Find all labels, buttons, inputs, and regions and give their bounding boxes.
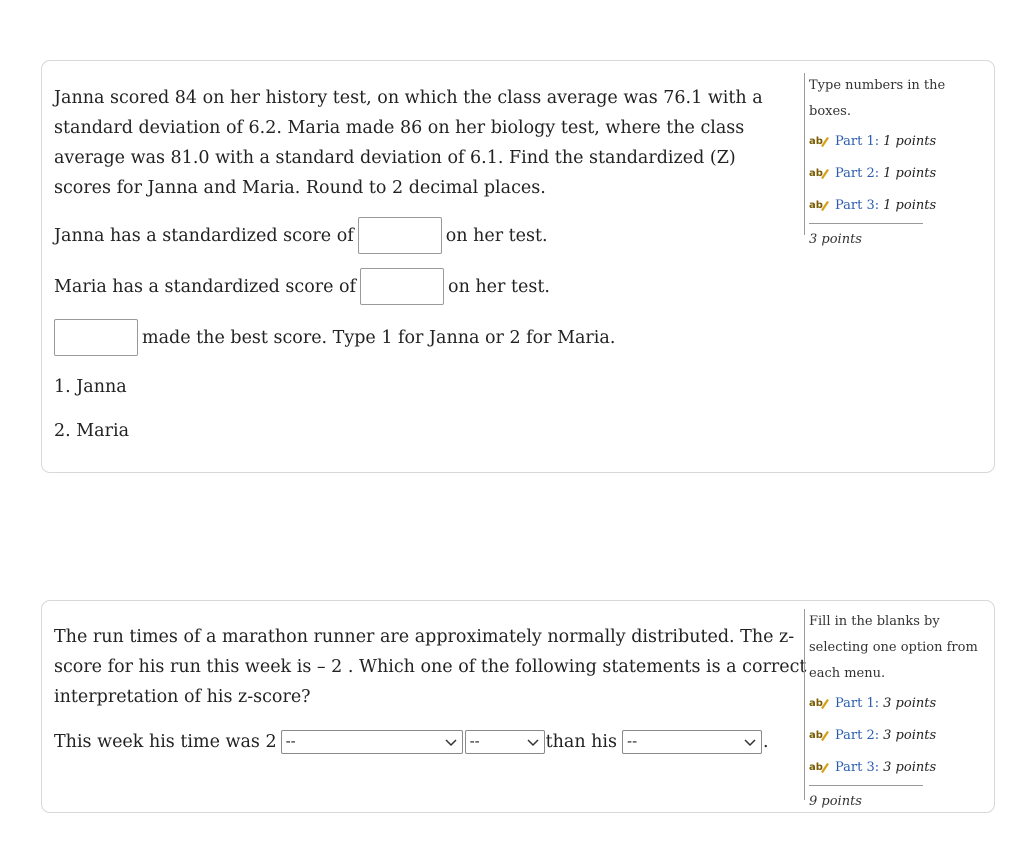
- janna-label: Janna has a standardized score of: [54, 225, 354, 246]
- question-sidebar: [804, 73, 989, 247]
- part-label: Part 1:: [835, 695, 880, 711]
- part-label: Part 2:: [835, 727, 880, 743]
- part-points: 1 points: [883, 165, 937, 181]
- ab-pencil-icon: [809, 760, 829, 774]
- maria-score-input[interactable]: [360, 268, 444, 305]
- janna-score-input[interactable]: [358, 217, 442, 254]
- dropdown-2-value: --: [469, 734, 480, 750]
- option-janna: 1. Janna: [54, 377, 127, 397]
- question-prompt: Janna scored 84 on her history test, on which the class average was 76.1 with a standard deviation of 6.2. Maria made 86 on her biology test, where the class average was 81.0 with a standard deviation of 6.1. Find the standardized (Z) scores for Janna and Maria. Round to 2 decimal places.: [54, 88, 763, 198]
- chevron-down-icon: [444, 735, 458, 749]
- maria-label-after: on her test.: [448, 276, 550, 297]
- part-points: 3 points: [883, 727, 937, 743]
- chevron-down-icon: [743, 735, 757, 749]
- ab-pencil-icon: [809, 728, 829, 742]
- ab-pencil-icon: [809, 696, 829, 710]
- janna-label-after: on her test.: [445, 225, 548, 246]
- part-points: 3 points: [883, 759, 937, 775]
- dropdown-3-value: --: [627, 734, 638, 750]
- svg-text:ab: ab: [809, 762, 823, 773]
- question-card-1: [41, 60, 995, 473]
- sidebar-total-points: 9 points: [809, 785, 923, 809]
- part-label: Part 2:: [835, 165, 880, 181]
- dropdown-2[interactable]: [465, 730, 545, 754]
- best-score-label: made the best score. Type 1 for Janna or 2 for Maria.: [142, 327, 616, 348]
- ab-pencil-icon: [809, 198, 829, 212]
- question-prompt: The run times of a marathon runner are approximately normally distributed. The z-score for his run this week is – 2 . Which one of the following statements is a correct interpretation of his z-score?: [54, 627, 807, 707]
- part-points: 3 points: [883, 695, 937, 711]
- question-card-2: [41, 600, 995, 813]
- sidebar-instruction: Type numbers in the boxes.: [809, 78, 946, 119]
- svg-text:ab: ab: [809, 698, 823, 709]
- ab-pencil-icon: [809, 166, 829, 180]
- sidebar-part-1[interactable]: [809, 687, 989, 719]
- part-points: 1 points: [883, 197, 937, 213]
- sidebar-part-2[interactable]: [809, 157, 989, 189]
- sidebar-part-2[interactable]: [809, 719, 989, 751]
- maria-row: [54, 268, 550, 305]
- sentence-end: .: [763, 732, 769, 752]
- sentence-middle: than his: [545, 732, 618, 752]
- part-label: Part 1:: [835, 133, 880, 149]
- janna-row: [54, 217, 548, 254]
- dropdown-3[interactable]: [622, 730, 762, 754]
- svg-text:ab: ab: [809, 168, 823, 179]
- question-sidebar: [804, 609, 989, 809]
- option-maria: 2. Maria: [54, 421, 130, 441]
- best-score-input[interactable]: [54, 319, 138, 356]
- sidebar-instruction: Fill in the blanks by selecting one option from each menu.: [809, 614, 978, 681]
- ab-pencil-icon: [809, 134, 829, 148]
- chevron-down-icon: [526, 735, 540, 749]
- best-score-row: [54, 319, 615, 356]
- sentence-start: This week his time was 2: [54, 732, 277, 752]
- sidebar-part-3[interactable]: [809, 751, 989, 783]
- svg-text:ab: ab: [809, 136, 823, 147]
- sidebar-part-3[interactable]: [809, 189, 989, 221]
- dropdown-1[interactable]: [281, 730, 463, 754]
- maria-label: Maria has a standardized score of: [54, 276, 357, 297]
- sidebar-part-1[interactable]: [809, 125, 989, 157]
- dropdown-1-value: --: [285, 734, 296, 750]
- svg-text:ab: ab: [809, 200, 823, 211]
- part-label: Part 3:: [835, 759, 880, 775]
- part-label: Part 3:: [835, 197, 880, 213]
- sidebar-total-points: 3 points: [809, 223, 923, 247]
- answer-sentence: [54, 730, 769, 754]
- svg-text:ab: ab: [809, 730, 823, 741]
- part-points: 1 points: [883, 133, 937, 149]
